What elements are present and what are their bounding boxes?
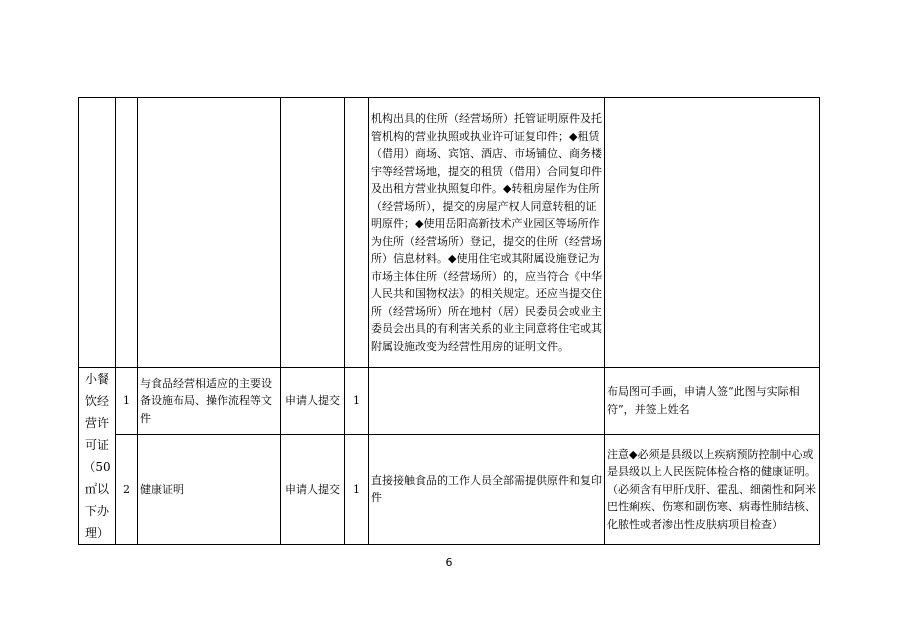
copies-cell: 1 (345, 368, 369, 435)
source-cell: 申请人提交 (281, 368, 345, 435)
notes-cell: 注意◆必须是县级以上疾病预防控制中心或是县级以上人民医院体检合格的健康证明。（必须含有甲肝戊肝、霍乱、细菌性和阿米巴性痢疾、伤寒和副伤寒、病毒性肺结核、化脓性或者渗出性皮肤病项目检查） (605, 434, 820, 544)
notes-cell: 布局图可手画，申请人签“此图与实际相符”，并签上姓名 (605, 368, 820, 435)
requirements-cell: 直接接触食品的工作人员全部需提供原件和复印件 (369, 434, 605, 544)
copies-cell-empty (345, 98, 369, 368)
material-cell: 健康证明 (138, 434, 281, 544)
table-row-continuation (79, 98, 820, 368)
num-cell: 2 (116, 434, 138, 544)
num-cell: 1 (116, 368, 138, 435)
source-cell-empty (281, 98, 345, 368)
source-cell: 申请人提交 (281, 434, 345, 544)
requirements-cell (369, 98, 605, 368)
material-cell-empty (138, 98, 281, 368)
requirements-cell (369, 368, 605, 435)
notes-cell-empty (605, 98, 820, 368)
table-row (79, 368, 820, 435)
copies-cell: 1 (345, 434, 369, 544)
num-cell-empty (116, 98, 138, 368)
category-cell (79, 368, 116, 545)
page-number: 6 (445, 556, 453, 569)
material-cell: 与食品经营相适应的主要设备设施布局、操作流程等文件 (138, 368, 281, 435)
category-label: 小餐饮经营许可证（50㎡以下办理） (83, 372, 111, 540)
requirements-text: 机构出具的住所（经营场所）托管证明原件及托管机构的营业执照或执业许可证复印件；◆租赁（借用）商场、宾馆、酒店、市场铺位、商务楼宇等经营场地，提交的租赁（借用）合同复印件及出租方营业执照复印件。◆转租房屋作为住所（经营场所），提交的房屋产权人同意转租的证明原件；◆使用岳阳高新技术产业园区等场所作为住所（经营场所）登记，提交的住所（经营场所）信息材料。◆使用住宅或其附属设施登记为市场主体住所（经营场所）的，应当符合《中华人民共和国物权法》的相关规定。还应当提交住所（经营场所）所在地村（居）民委员会或业主委员会出具的有利害关系的业主同意将住宅或其附属设施改变为经营性用房的证明文件。 (371, 112, 602, 353)
requirements-table (78, 97, 820, 545)
category-cell-empty (79, 98, 116, 368)
table-row (79, 434, 820, 544)
